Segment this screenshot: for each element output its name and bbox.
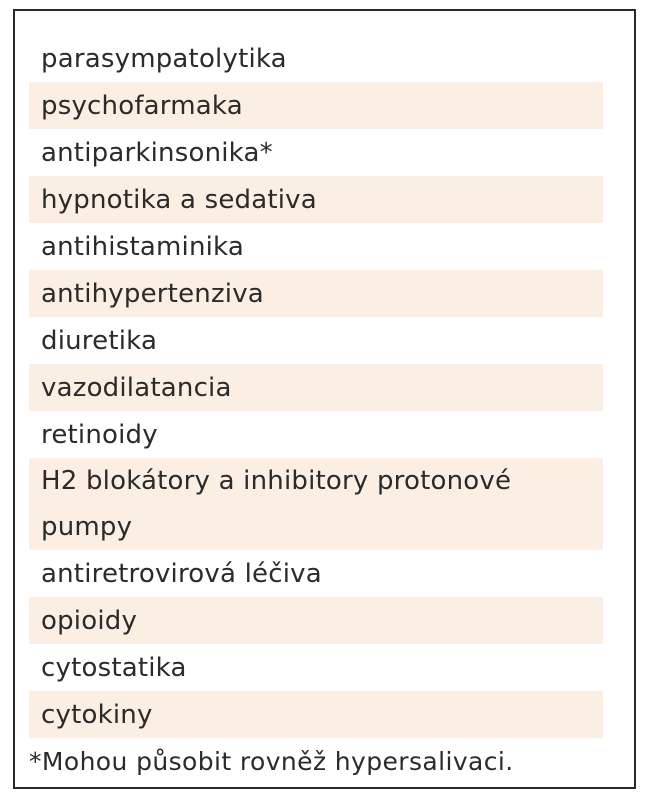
list-item-label: hypnotika a sedativa — [41, 184, 317, 215]
list-item-label: cytostatika — [41, 652, 187, 683]
list-item — [29, 691, 603, 738]
list-item-label: retinoidy — [41, 419, 158, 450]
list-item — [29, 364, 603, 411]
list-item-label: antiretrovirová léčiva — [41, 558, 322, 589]
drug-list-box — [13, 9, 636, 789]
list-item — [29, 35, 603, 82]
list-item — [29, 597, 603, 644]
list-item — [29, 129, 603, 176]
list-item-label: cytokiny — [41, 699, 153, 730]
list-item-label: antiparkinsonika* — [41, 137, 273, 168]
list-item-label: diuretika — [41, 325, 158, 356]
footnote: *Mohou působit rovněž hypersalivaci. — [29, 747, 514, 776]
list-item-label: opioidy — [41, 605, 138, 636]
list-item — [29, 270, 603, 317]
list-item — [29, 176, 603, 223]
list-item-label: vazodilatancia — [41, 372, 232, 403]
list-item — [29, 550, 603, 597]
list-item — [29, 458, 603, 550]
list-item — [29, 82, 603, 129]
list-item-label: antihistaminika — [41, 231, 244, 262]
list-item-label: H2 blokátory a inhibitory protonové pumpy — [41, 466, 512, 542]
list-item — [29, 317, 603, 364]
drug-list — [29, 35, 603, 738]
list-item-label: psychofarmaka — [41, 90, 243, 121]
list-item — [29, 223, 603, 270]
list-item — [29, 411, 603, 458]
list-item — [29, 644, 603, 691]
list-item-label: antihypertenziva — [41, 278, 264, 309]
list-item-label: parasympatolytika — [41, 43, 287, 74]
